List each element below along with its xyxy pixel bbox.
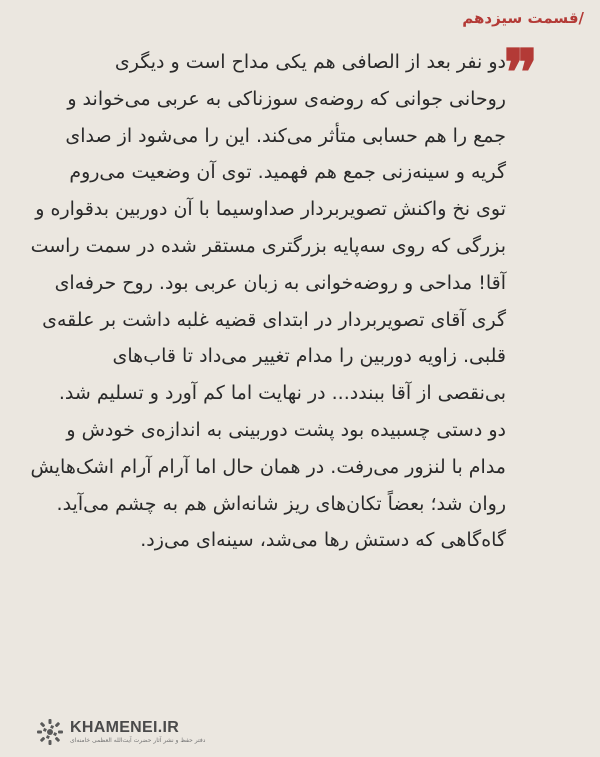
quote-line: دو دستی چسبیده بود پشت دوربینی به اندازه‌ی خودش و bbox=[66, 418, 506, 441]
quote-line: قلبی. زاویه دوربین را مدام تغییر می‌داد تا قاب‌های bbox=[112, 345, 506, 368]
quote-mark-icon: ❞ bbox=[503, 42, 538, 92]
quote-line: گریه و سینه‌زنی جمع هم فهمید. توی آن وضعیت می‌روم bbox=[69, 161, 506, 184]
brand-name: KHAMENEI.IR bbox=[70, 718, 180, 736]
khamenei-logo-icon bbox=[36, 718, 64, 746]
quote-body bbox=[30, 44, 506, 559]
episode-label: /قسمت سیزدهم bbox=[462, 9, 584, 27]
footer-brand bbox=[36, 717, 205, 747]
quote-line: مدام با لنزور می‌رفت. در همان حال اما آرام آرام اشک‌هایش bbox=[30, 455, 506, 478]
brand-subtitle: دفتر حفظ و نشر آثار حضرت آیت‌الله العظمی خامنه‌ای bbox=[70, 736, 206, 744]
quote-line: آقا! مداحی و روضه‌خوانی به زبان عربی بود. روح حرفه‌ای bbox=[54, 271, 506, 294]
quote-line: روان شد؛ بعضاً تکان‌های ریز شانه‌اش هم به چشم می‌آید. bbox=[56, 492, 506, 515]
quote-line: جمع را هم حسابی متأثر می‌کند. این را می‌شود از صدای bbox=[65, 124, 506, 147]
quote-line: بی‌نقصی از آقا ببندد... در نهایت اما کم آورد و تسلیم شد. bbox=[58, 382, 506, 405]
quote-line: بزرگی که روی سه‌پایه بزرگتری مستقر شده در سمت راست bbox=[30, 234, 506, 257]
quote-line: توی نخ واکنش تصویربردار صداوسیما با آن دوربین بدقواره و bbox=[35, 198, 506, 221]
quote-line: گاه‌گاهی که دستش رها می‌شد، سینه‌ای می‌زد. bbox=[140, 529, 506, 552]
quote-line: گری آقای تصویربردار در ابتدای قضیه غلبه داشت بر علقه‌ی bbox=[42, 308, 506, 331]
quote-line: روحانی جوانی که روضه‌ی سوزناکی به عربی می‌خواند و bbox=[67, 87, 506, 110]
quote-line: دو نفر بعد از الصافی هم یکی مداح است و دیگری bbox=[114, 51, 506, 73]
